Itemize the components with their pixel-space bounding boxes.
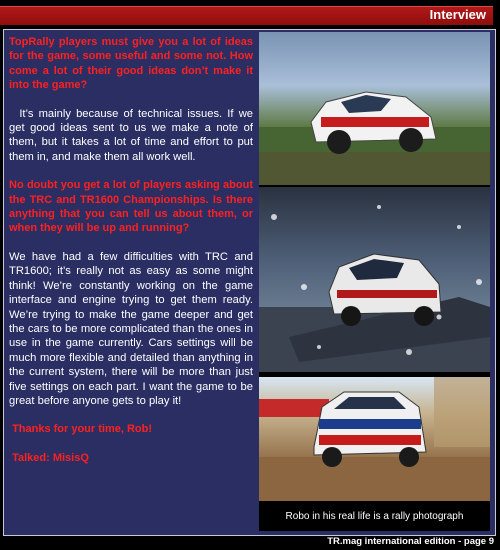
answer-2: We have had a few difficulties with TRC and TR1600; it’s really not as easy as some might think! We’re constantly working on the game interface and engine trying to get them ready. We’re trying to make the game deeper and get the cars to be more complicated than the ones in use in the game currently. Cars settings will be much more flexible and detailed than anything in the current system, there will be more than just five settings on each part. I want the game to be great before anyone gets to play it! xyxy=(9,250,253,407)
question-2: No doubt you get a lot of players asking about the TRC and TR1600 Championships. Is there anything that you can tell us about them, or when they will be up and running? xyxy=(9,179,253,235)
credit-line: Talked: MisisQ xyxy=(12,451,89,464)
question-1: TopRally players must give you a lot of ideas for the game, some useful and some not. How come a lot of their good ideas don’t make it into the game? xyxy=(9,36,253,92)
photo-caption: Robo in his real life is a rally photograph xyxy=(259,502,490,531)
thanks-line: Thanks for your time, Rob! xyxy=(12,423,153,436)
rally-photo-car-snow xyxy=(259,187,490,372)
rally-photo-2-illustration xyxy=(259,187,490,372)
header-red-band xyxy=(0,6,493,25)
photo-column xyxy=(259,32,490,531)
page-footer: TR.mag international edition - page 9 xyxy=(327,536,494,547)
section-title: Interview xyxy=(429,7,486,22)
header-bar xyxy=(0,0,500,28)
rally-photo-car-dust xyxy=(259,377,490,501)
rally-photo-car-jump xyxy=(259,32,490,185)
rally-photo-3-illustration xyxy=(259,377,490,501)
article-text xyxy=(9,35,253,465)
rally-photo-1-illustration xyxy=(259,32,490,185)
answer-1: It’s mainly because of technical issues. If we get good ideas sent to us we make a note of them, but it takes a lot of time and effort to put them in, and make them all work well. xyxy=(9,107,253,163)
